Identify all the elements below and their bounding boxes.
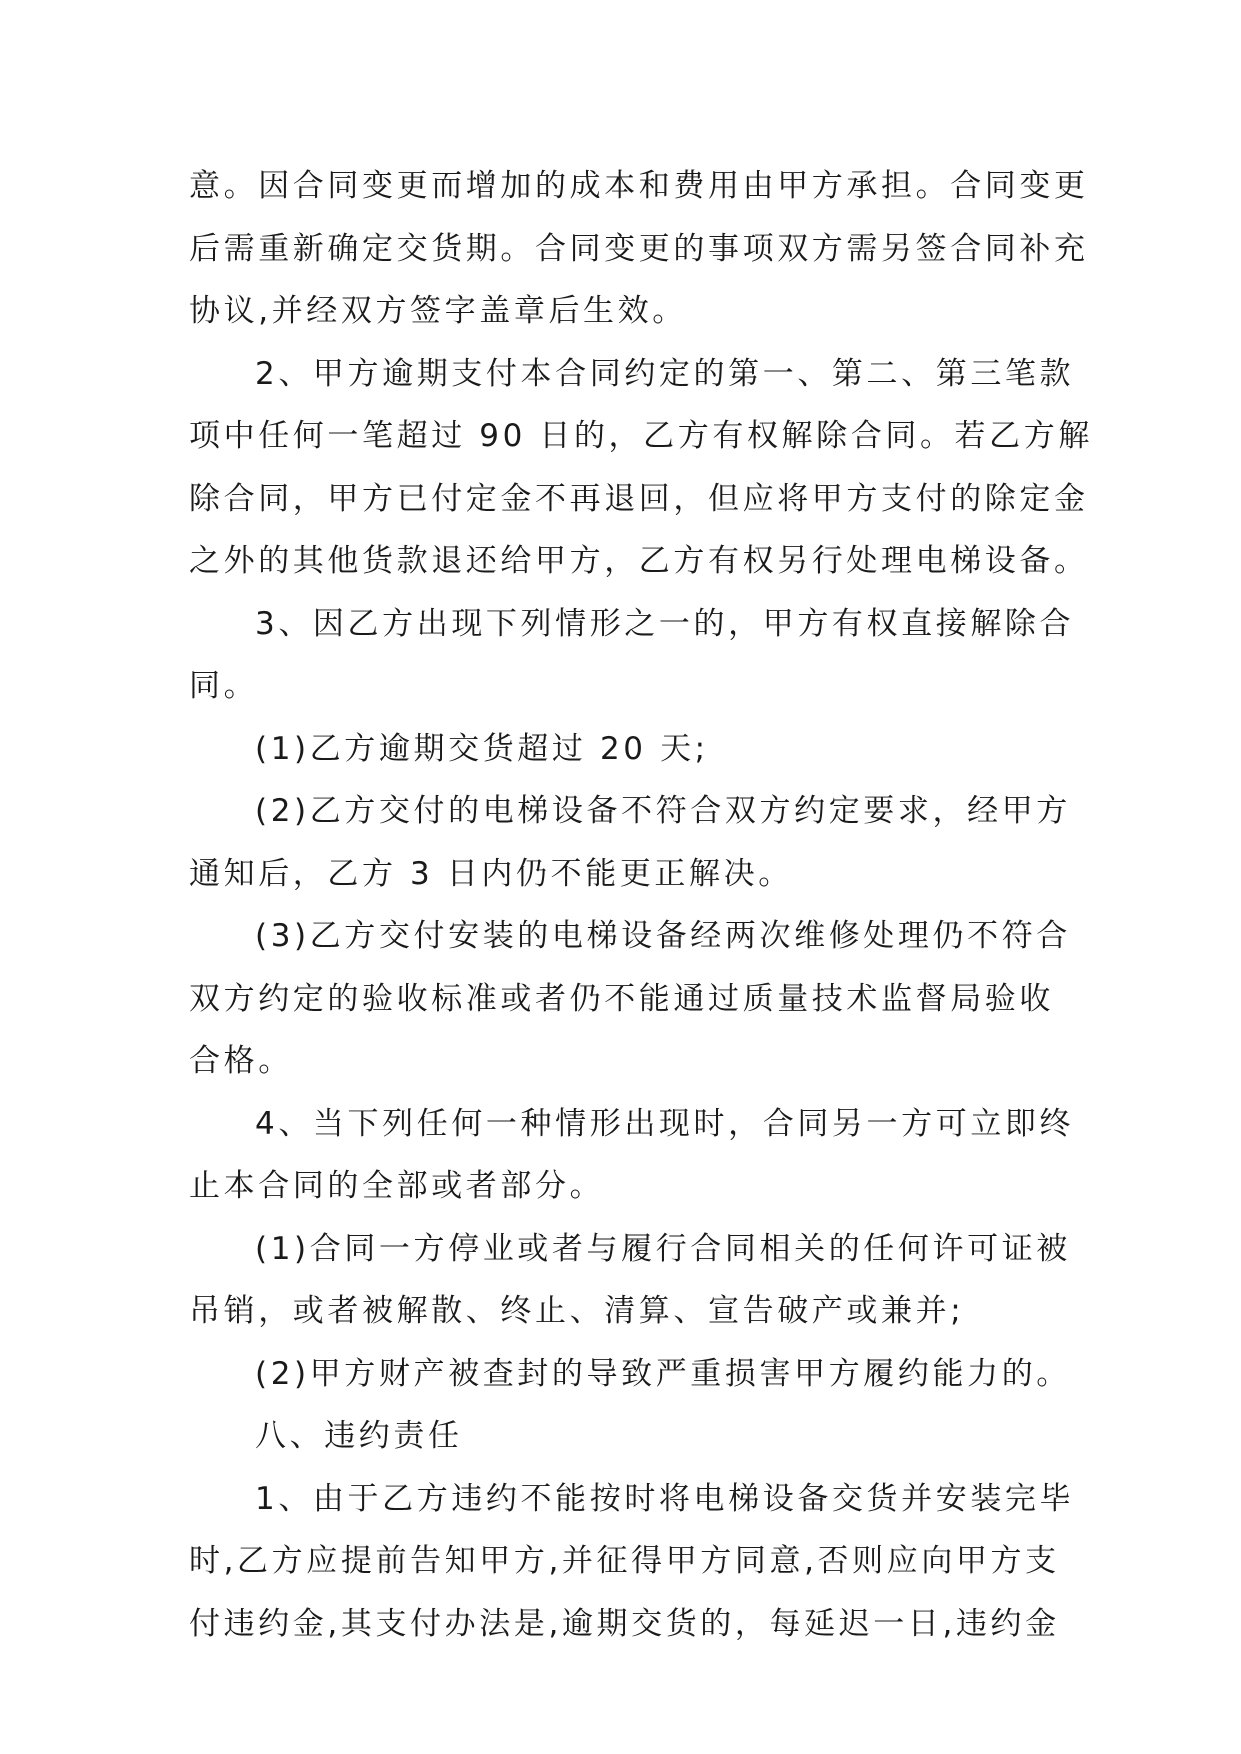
paragraph-breach-clause-1 — [189, 1468, 1075, 1656]
text-line: 双方约定的验收标准或者仍不能通过质量技术监督局验收 — [189, 980, 1054, 1017]
document-body — [189, 155, 1093, 1655]
text-line: 除合同，甲方已付定金不再退回，但应将甲方支付的除定金 — [189, 480, 1089, 517]
text-line: 项中任何一笔超过 90 日的，乙方有权解除合同。若乙方解 — [189, 418, 1093, 454]
paragraph-clause-4-item-2 — [189, 1343, 1071, 1406]
text-line: (1)乙方逾期交货超过 20 天; — [255, 730, 709, 767]
text-line: 4、当下列任何一种情形出现时，合同另一方可立即终 — [255, 1105, 1075, 1142]
text-line: 之外的其他货款退还给甲方，乙方有权另行处理电梯设备。 — [189, 543, 1089, 579]
paragraph-clause-4 — [189, 1093, 1075, 1218]
paragraph-clause-3-item-2 — [189, 780, 1071, 905]
text-line: 通知后，乙方 3 日内仍不能更正解决。 — [189, 855, 793, 892]
paragraph-clause-4-item-1 — [189, 1218, 1071, 1343]
text-line: (2)甲方财产被查封的导致严重损害甲方履约能力的。 — [255, 1355, 1071, 1392]
text-line: 止本合同的全部或者部分。 — [189, 1168, 605, 1204]
paragraph-clause-2 — [189, 343, 1093, 593]
text-line: 付违约金,其支付办法是,逾期交货的，每延迟一日,违约金 — [189, 1605, 1060, 1642]
text-line: 时,乙方应提前告知甲方,并征得甲方同意,否则应向甲方支 — [189, 1543, 1060, 1579]
paragraph-clause-3-item-3 — [189, 905, 1071, 1093]
text-line: 协议,并经双方签字盖章后生效。 — [189, 293, 687, 329]
text-line: (2)乙方交付的电梯设备不符合双方约定要求，经甲方 — [255, 793, 1071, 829]
section-heading-breach-liability — [189, 1405, 1059, 1468]
paragraph-contract-change-continued — [189, 155, 1089, 343]
text-line: (3)乙方交付安装的电梯设备经两次维修处理仍不符合 — [255, 918, 1071, 954]
text-line: 后需重新确定交货期。合同变更的事项双方需另签合同补充 — [189, 230, 1089, 267]
text-line: 吊销，或者被解散、终止、清算、宣告破产或兼并; — [189, 1293, 965, 1329]
text-line: 意。因合同变更而增加的成本和费用由甲方承担。合同变更 — [189, 168, 1089, 204]
text-line: 3、因乙方出现下列情形之一的，甲方有权直接解除合 — [255, 605, 1075, 642]
text-line: (1)合同一方停业或者与履行合同相关的任何许可证被 — [255, 1230, 1071, 1267]
section-heading: 八、违约责任 — [255, 1418, 463, 1454]
text-line: 同。 — [189, 668, 259, 704]
paragraph-clause-3 — [189, 593, 1075, 718]
text-line: 1、由于乙方违约不能按时将电梯设备交货并安装完毕 — [255, 1480, 1075, 1517]
text-line: 2、甲方逾期支付本合同约定的第一、第二、第三笔款 — [255, 355, 1075, 392]
paragraph-clause-3-item-1 — [189, 718, 1059, 781]
text-line: 合格。 — [189, 1043, 293, 1079]
